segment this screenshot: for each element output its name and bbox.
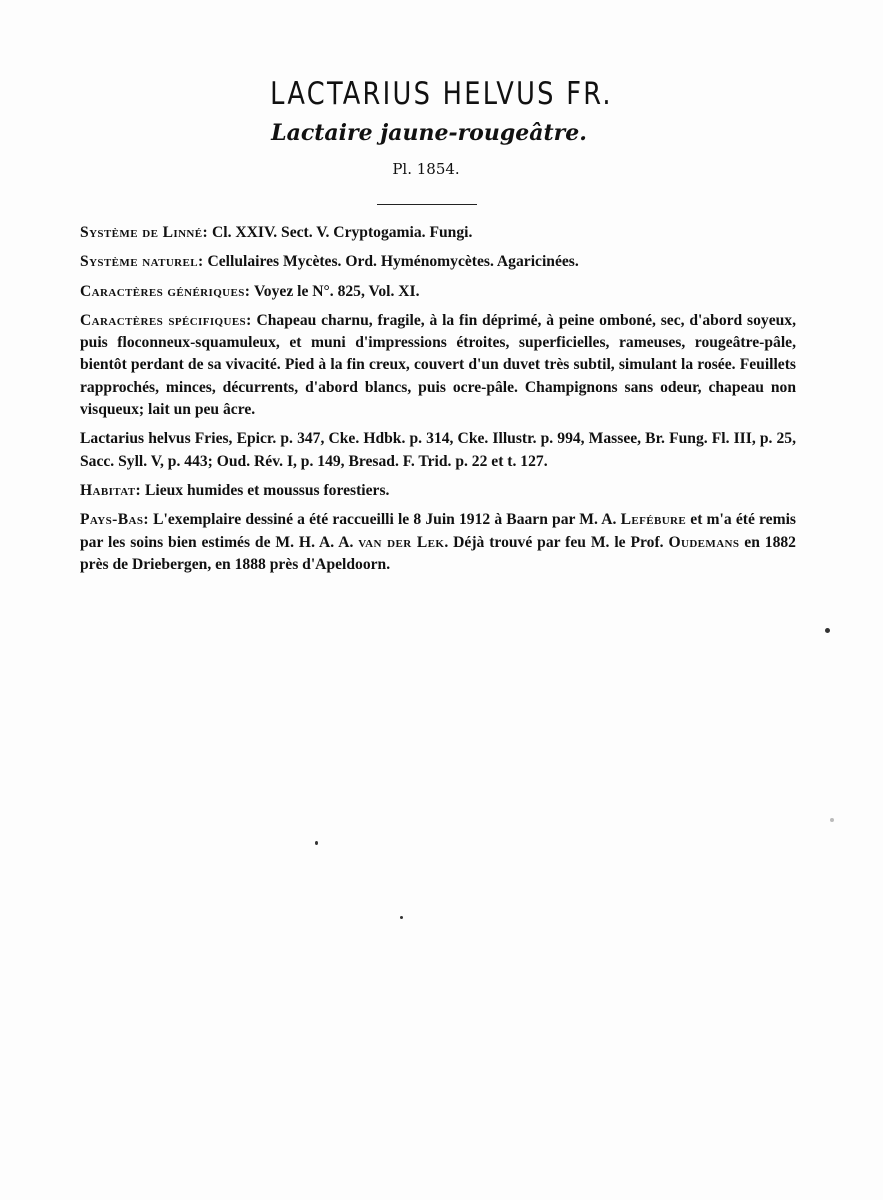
section-systeme-linne [80,222,796,244]
section-caracteres-specifiques [80,310,796,421]
section-text: Voyez le N°. 825, Vol. XI. [250,282,420,300]
section-text: Cellulaires Mycètes. Ord. Hyménomycètes. Agaricinées. [203,253,579,271]
section-habitat [80,480,796,502]
section-text: Lieux humides et moussus forestiers. [141,481,390,499]
page-title: LACTARIUS HELVUS FR. [270,76,613,112]
section-label: Habitat: [80,481,142,499]
print-speck [400,916,403,919]
section-systeme-naturel [80,251,796,273]
section-text: L'exemplaire dessiné a été raccueilli le 8 Juin 1912 à Baarn par M. A. [148,511,621,529]
section-label: Pays-Bas: [80,511,149,529]
person-name: van der Lek [358,533,445,551]
person-name: Oudemans [668,533,740,551]
section-caracteres-generiques [80,281,796,303]
section-text: Cl. XXIV. Sect. V. Cryptogamia. Fungi. [208,224,473,241]
page-subtitle: Lactaire jaune-rougeâtre. [271,120,587,146]
plate-number: Pl. 1854. [392,160,460,178]
section-text: en 1882 près de Driebergen, en 1888 près d'Apeldoorn. [80,533,796,573]
section-text: et m'a été remis par les soins bien estimés de M. H. A. A. [80,511,796,551]
print-speck [830,818,834,822]
section-text: Lactarius helvus Fries, Epicr. p. 347, Cke. Hdbk. p. 314, Cke. Illustr. p. 994, Massee, Br. Fung. Fl. III, p. 25, Sacc. Syll. V, p. 443; Oud. Rév. I, p. 149, Bresad. F. Trid. p. 22 et t. 127. [80,430,796,470]
section-label: Caractères génériques: [80,282,251,300]
section-label: Système naturel: [80,253,204,271]
section-text: . Déjà trouvé par feu M. le Prof. [444,533,669,551]
section-references [80,428,796,473]
title-divider [377,204,477,205]
print-speck [315,841,318,845]
section-text: Chapeau charnu, fragile, à la fin déprimé, à peine omboné, sec, d'abord soyeux, puis floconneux-squamuleux, et muni d'impressions étroites, superficielles, rameuses, rougeâtre-pâle, bientôt perdant de sa vivacité. Pied à la fin creux, couvert d'un duvet très subtil, simulant la rosée. Feuillets rapprochés, minces, décurrents, d'abord blancs, puis ocre-pâle. Champignons sans odeur, chapeau non visqueux; lait un peu âcre. [80,311,796,419]
section-label: Caractères spécifiques: [80,311,252,329]
print-speck [825,628,830,633]
section-pays-bas [80,509,796,576]
description-body [80,222,796,583]
person-name: Lefébure [620,511,687,529]
section-label: Système de Linné: [80,224,209,241]
